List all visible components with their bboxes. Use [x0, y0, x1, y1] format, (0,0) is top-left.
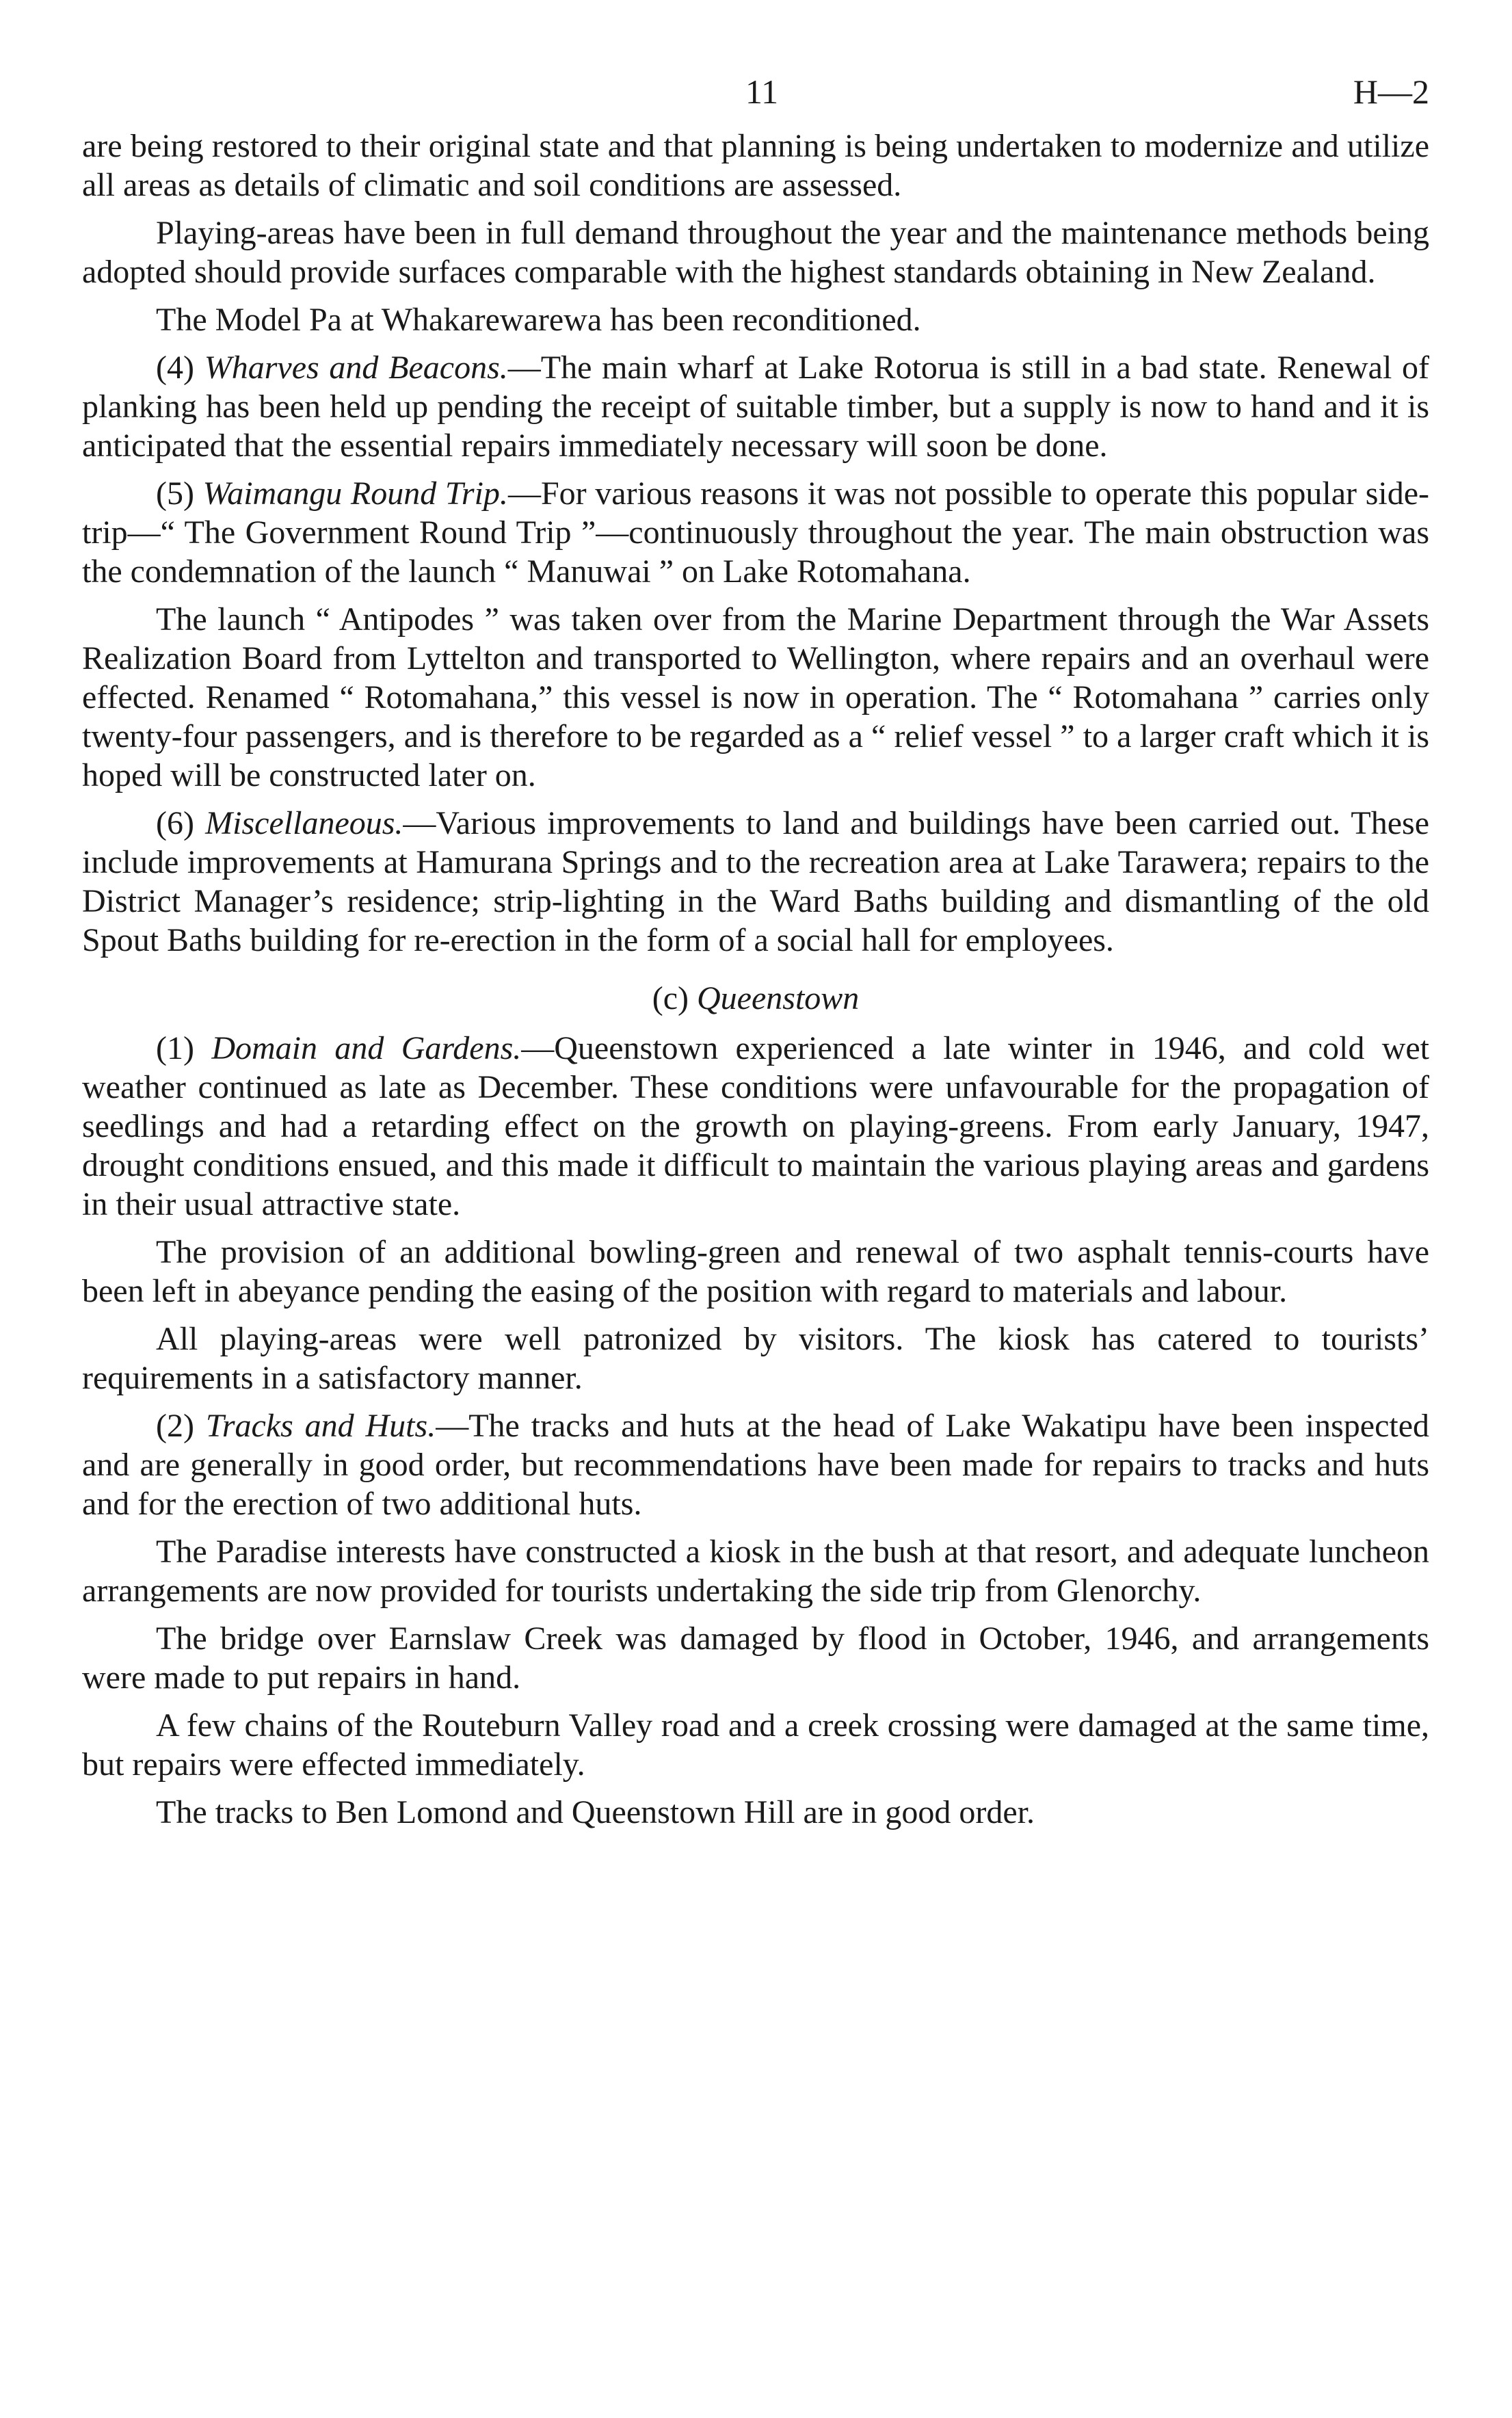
item-text-waimangu: —For various reasons it was not possible to operate this popular side-trip—“ The Government Round Trip ”—continuously throughout the year. The main obstruction was the condemnation of the launch “ Manuwai ” on Lake Rotomahana.	[82, 475, 1430, 590]
paragraph-bowling: The provision of an additional bowling-green and renewal of two asphalt tennis-courts have been left in abeyance pending the easing of the position with regard to materials and labour.	[82, 1234, 1429, 1309]
paragraph-waimangu	[82, 474, 1429, 591]
item-number: (4)	[156, 350, 194, 386]
item-number: (2)	[156, 1408, 194, 1444]
paragraph-tracks	[82, 1406, 1429, 1523]
page-header	[82, 72, 1429, 127]
item-text-tracks: —The tracks and huts at the head of Lake Wakatipu have been inspected and are generally in good order, but recommendations have been made for repairs to tracks and huts and for the erection of two additional huts.	[82, 1408, 1430, 1522]
paragraph-ben-lomond: The tracks to Ben Lomond and Queenstown Hill are in good order.	[156, 1794, 1035, 1830]
paragraph-wharves	[82, 348, 1429, 465]
item-heading-miscellaneous: Miscellaneous.	[205, 805, 403, 841]
paragraph-model-pa: The Model Pa at Whakarewarewa has been reconditioned.	[156, 302, 921, 338]
paragraph-antipodes: The launch “ Antipodes ” was taken over from the Marine Department through the War Assets Realization Board from Lyttelton and transported to Wellington, where repairs and an overhaul were effected. Renamed “ Rotomahana,” this vessel is now in operation. The “ Rotomahana ” carries only twenty-four passengers, and is therefore to be regarded as a “ relief vessel ” to a larger craft which it is hoped will be constructed later on.	[82, 601, 1429, 793]
item-number: (5)	[156, 475, 194, 512]
paragraph-paradise: The Paradise interests have constructed a kiosk in the bush at that resort, and adequate luncheon arrangements are now provided for tourists undertaking the side trip from Glenorchy.	[82, 1534, 1429, 1609]
item-heading-domain: Domain and Gardens.	[211, 1030, 522, 1066]
paragraph-kiosk: All playing-areas were well patronized by visitors. The kiosk has catered to tourists’ requirements in a satisfactory manner.	[82, 1321, 1429, 1396]
item-heading-waimangu: Waimangu Round Trip.	[202, 475, 508, 512]
paragraph-bridge: The bridge over Earnslaw Creek was damaged by flood in October, 1946, and arrangements were made to put repairs in hand.	[82, 1620, 1429, 1696]
document-page	[82, 72, 1429, 1841]
item-heading-tracks: Tracks and Huts.	[205, 1408, 436, 1444]
paragraph-miscellaneous	[82, 804, 1429, 960]
item-text-wharves: —The main wharf at Lake Rotorua is still in a bad state. Renewal of planking has been held up pending the receipt of suitable timber, but a supply is now to hand and it is anticipated that the essential repairs immediately necessary will soon be done.	[82, 350, 1430, 464]
paragraph-routeburn: A few chains of the Routeburn Valley road and a creek crossing were damaged at the same time, but repairs were effected immediately.	[82, 1707, 1429, 1783]
item-text-miscellaneous: —Various improvements to land and buildings have been carried out. These include improvements at Hamurana Springs and to the recreation area at Lake Tarawera; repairs to the District Manager’s residence; strip-lighting in the Ward Baths building and dismantling of the old Spout Baths building for re-erection in the form of a social hall for employees.	[82, 805, 1430, 958]
item-number: (6)	[156, 805, 194, 841]
item-heading-wharves: Wharves and Beacons.	[204, 350, 508, 386]
section-heading-queenstown	[82, 979, 1429, 1018]
item-text-domain: —Queenstown experienced a late winter in 1946, and cold wet weather continued as late as December. These conditions were unfavourable for the propagation of seedlings and had a retarding effect on the growth on playing-greens. From early January, 1947, drought conditions ensued, and this made it difficult to maintain the various playing areas and gardens in their usual attractive state.	[82, 1030, 1430, 1222]
item-number: (1)	[156, 1030, 194, 1066]
paragraph-domain	[82, 1029, 1429, 1224]
section-title: Queenstown	[696, 980, 860, 1016]
document-code: H—2	[1353, 73, 1429, 111]
paragraph-playing-areas: Playing-areas have been in full demand throughout the year and the maintenance methods being adopted should provide surfaces comparable with the highest standards obtaining in New Zealand.	[82, 215, 1429, 290]
section-letter: (c)	[652, 980, 689, 1016]
paragraph-continued: are being restored to their original state and that planning is being undertaken to modernize and utilize all areas as details of climatic and soil conditions are assessed.	[82, 128, 1429, 203]
page-number: 11	[745, 73, 779, 111]
